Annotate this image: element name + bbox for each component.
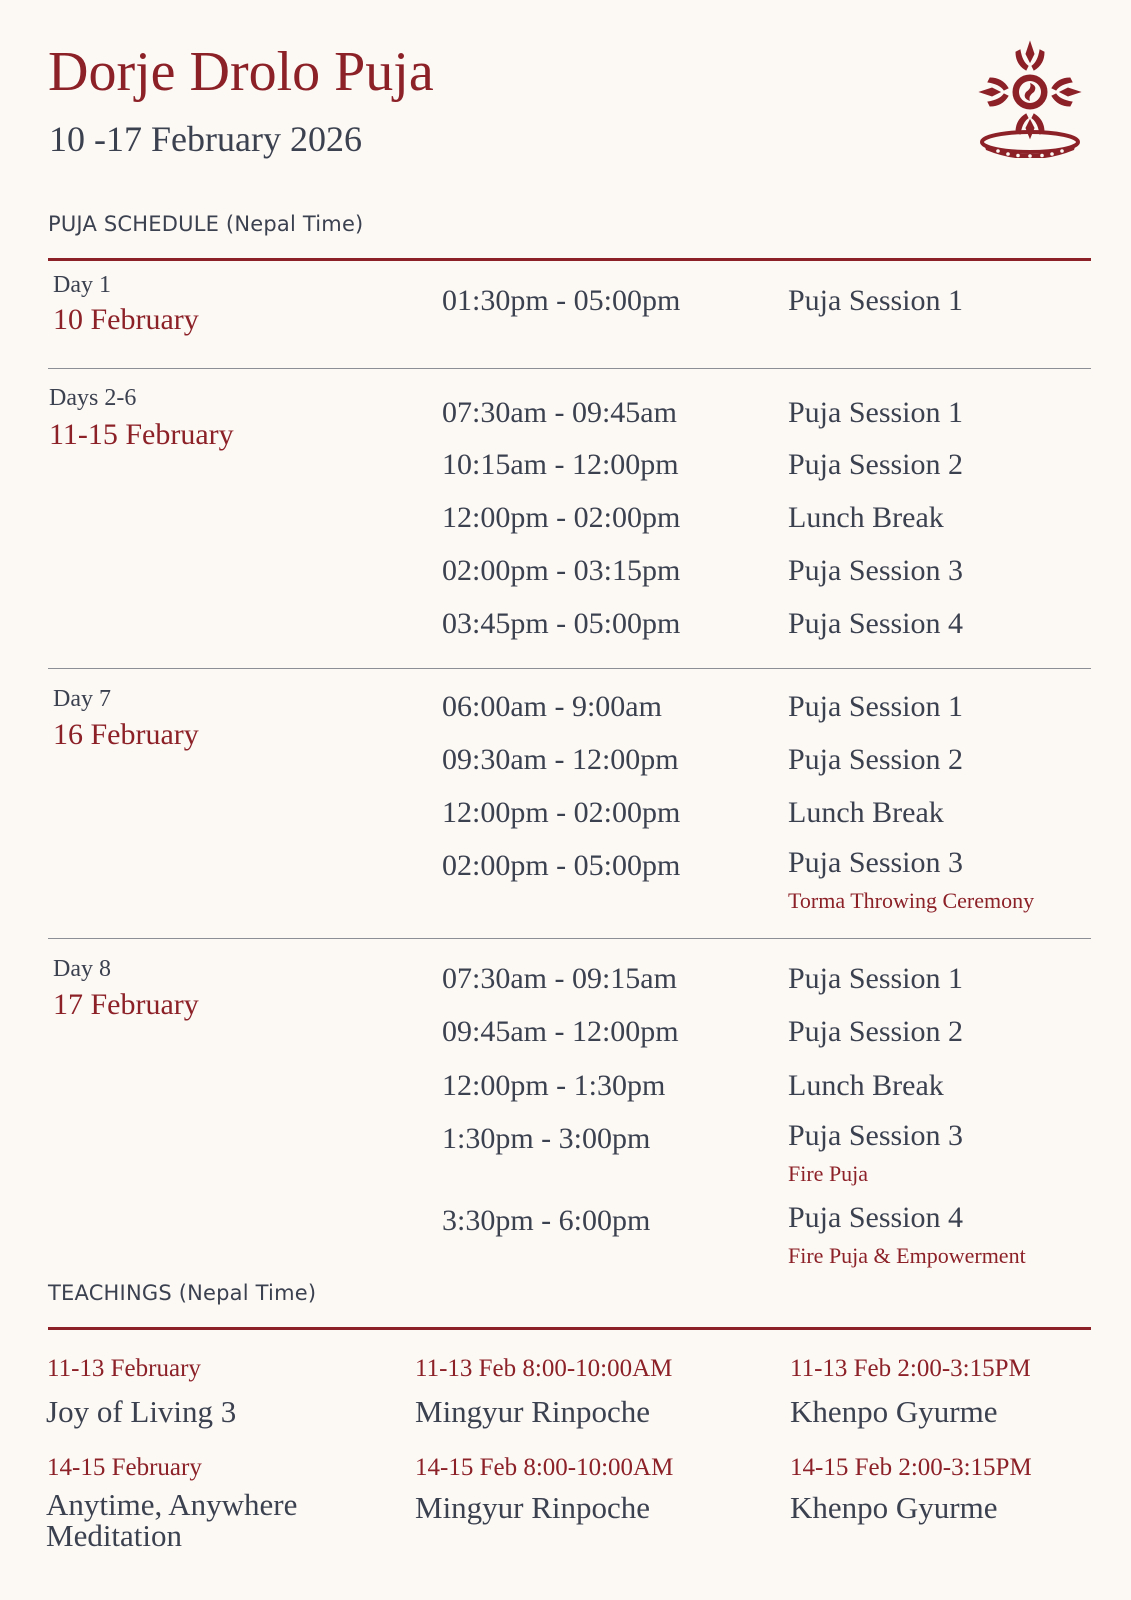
day-date: 10 February [53,303,199,336]
session-time: 12:00pm - 02:00pm [442,501,681,534]
schedule-divider [48,258,1091,261]
teaching-date: 14-15 February [47,1454,202,1481]
session-activity: Puja Session 1 [788,690,964,723]
day-divider [48,368,1091,369]
dorje-lotus-emblem-icon [978,40,1082,158]
schedule-heading: PUJA SCHEDULE (Nepal Time) [48,212,364,236]
session-time: 02:00pm - 05:00pm [442,849,681,882]
session-time: 09:30am - 12:00pm [442,743,679,776]
session-time: 06:00am - 9:00am [442,690,662,723]
afternoon-teacher: Khenpo Gyurme [790,1490,998,1525]
afternoon-teacher: Khenpo Gyurme [790,1394,998,1429]
session-activity: Lunch Break [788,1069,944,1102]
afternoon-time: 11-13 Feb 2:00-3:15PM [790,1355,1031,1382]
day-divider [48,938,1091,939]
session-activity: Lunch Break [788,501,944,534]
morning-teacher: Mingyur Rinpoche [415,1394,651,1429]
session-time: 09:45am - 12:00pm [442,1015,679,1048]
session-note: Fire Puja [788,1161,869,1186]
session-time: 12:00pm - 02:00pm [442,796,681,829]
morning-time: 11-13 Feb 8:00-10:00AM [415,1355,673,1382]
session-activity: Puja Session 2 [788,448,964,481]
teachings-divider [48,1327,1091,1330]
session-activity: Puja Session 1 [788,396,964,429]
session-note: Torma Throwing Ceremony [788,888,1035,913]
session-activity: Puja Session 1 [788,284,964,317]
page-title: Dorje Drolo Puja [48,41,434,103]
session-time: 12:00pm - 1:30pm [442,1069,666,1102]
morning-time: 14-15 Feb 8:00-10:00AM [415,1454,674,1481]
session-activity: Puja Session 3 [788,846,964,879]
day-label: Day 8 [53,956,111,982]
day-label: Days 2-6 [49,385,137,411]
teaching-title-line-2: Meditation [46,1518,183,1553]
session-activity: Puja Session 1 [788,962,964,995]
session-time: 01:30pm - 05:00pm [442,284,681,317]
morning-teacher: Mingyur Rinpoche [415,1490,651,1525]
teachings-heading: TEACHINGS (Nepal Time) [48,1281,317,1305]
day-label: Day 1 [53,272,111,298]
session-time: 07:30am - 09:45am [442,396,677,429]
session-activity: Puja Session 2 [788,1015,964,1048]
session-activity: Puja Session 3 [788,554,964,587]
event-dates: 10 -17 February 2026 [49,119,362,159]
teaching-date: 11-13 February [47,1355,201,1382]
session-activity: Puja Session 4 [788,1201,964,1234]
session-note: Fire Puja & Empowerment [788,1243,1026,1268]
afternoon-time: 14-15 Feb 2:00-3:15PM [790,1454,1032,1481]
teaching-title: Joy of Living 3 [46,1394,237,1429]
teaching-title-line-1: Anytime, Anywhere [46,1487,298,1522]
session-time: 03:45pm - 05:00pm [442,607,681,640]
session-time: 1:30pm - 3:00pm [442,1122,651,1155]
session-activity: Lunch Break [788,796,944,829]
session-activity: Puja Session 3 [788,1119,964,1152]
session-time: 3:30pm - 6:00pm [442,1204,651,1237]
day-date: 11-15 February [49,418,234,451]
session-time: 02:00pm - 03:15pm [442,554,681,587]
session-activity: Puja Session 2 [788,743,964,776]
day-divider [48,668,1091,669]
session-time: 10:15am - 12:00pm [442,448,679,481]
session-time: 07:30am - 09:15am [442,962,677,995]
day-date: 17 February [53,988,199,1021]
session-activity: Puja Session 4 [788,607,964,640]
day-label: Day 7 [53,686,111,712]
day-date: 16 February [53,718,199,751]
